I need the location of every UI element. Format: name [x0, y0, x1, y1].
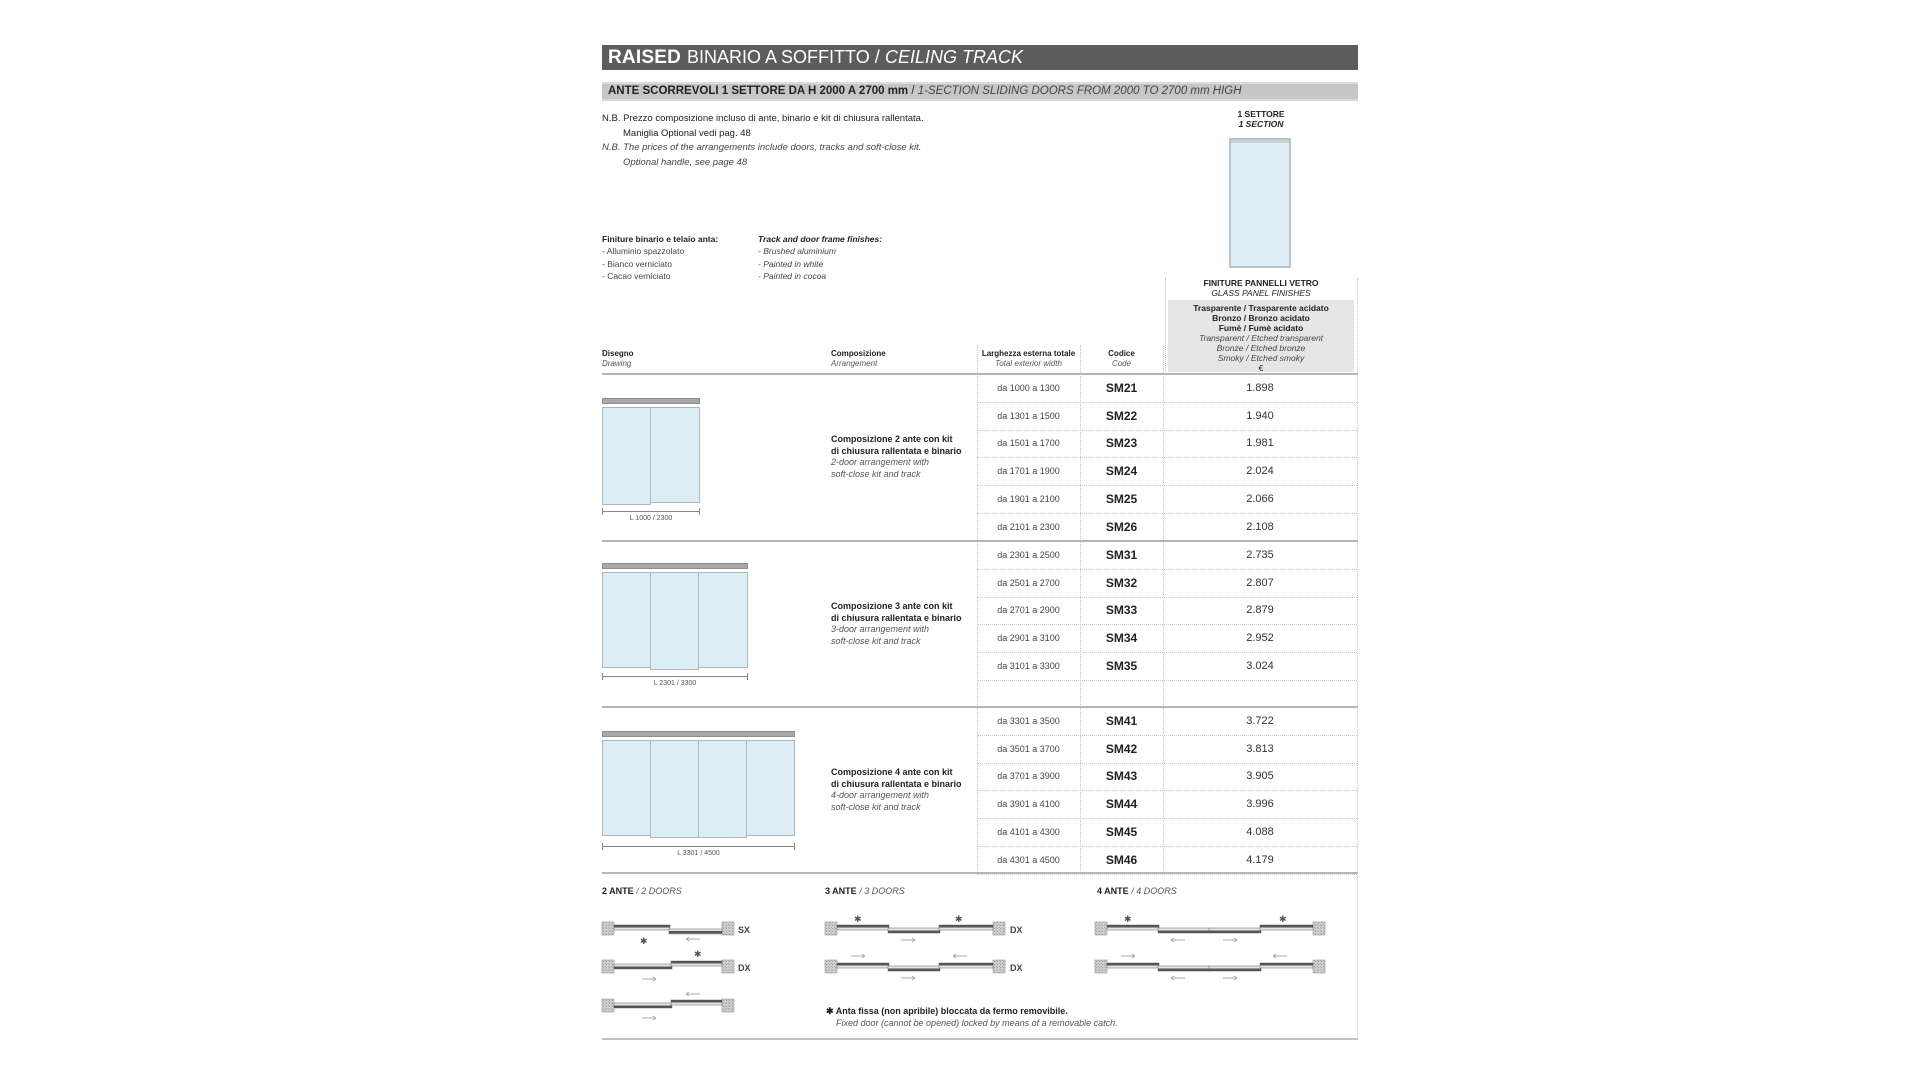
price: 2.952 [1246, 632, 1274, 644]
right-border [1357, 278, 1358, 1040]
finish-item: - Painted in cocoa [758, 270, 827, 281]
finishes-it-title: Finiture binario e telaio anta: [602, 234, 719, 244]
label-sx: SX [738, 925, 751, 935]
legend-3-doors-title [825, 886, 905, 896]
finish-item: - Brushed aluminium [758, 246, 836, 257]
product-code: SM22 [1105, 409, 1138, 423]
width-range: da 1000 a 1300 [997, 383, 1060, 393]
glass-finishes-title [1165, 278, 1357, 298]
arrangement-desc-en: soft-close kit and track [831, 801, 921, 812]
legend-title-it: 4 ANTE [1097, 886, 1129, 896]
dimension-label: L 1000 / 2300 [629, 515, 673, 522]
arrow-left-icon [953, 954, 967, 958]
col-header-code [1080, 349, 1163, 369]
product-code: SM23 [1105, 436, 1138, 450]
door-panel [602, 407, 651, 505]
fixed-door-mark: ✱ [694, 949, 702, 959]
door-panel [602, 572, 651, 668]
door-panel [746, 740, 795, 836]
width-range: da 1301 a 1500 [997, 411, 1060, 421]
glass-finish-it: Trasparente / Trasparente acidato [1193, 303, 1329, 313]
arrow-right-icon [901, 976, 915, 980]
col-code-it: Codice [1108, 349, 1135, 358]
width-range: da 1901 a 2100 [997, 494, 1060, 504]
footnote [826, 1005, 1118, 1029]
plan-4-doors-a [1095, 914, 1325, 942]
dimension-line [602, 846, 795, 847]
note-en-1: N.B. The prices of the arrangements include doors, tracks and soft-close kit. [602, 142, 922, 153]
width-range: da 3101 a 3300 [997, 661, 1060, 671]
legend-title-it: 2 ANTE [602, 886, 634, 896]
product-code: SM43 [1105, 769, 1138, 783]
width-range: da 4301 a 4500 [997, 855, 1060, 865]
width-range: da 1701 a 1900 [997, 466, 1060, 476]
price: 3.024 [1246, 660, 1274, 672]
glass-finishes-title-it: FINITURE PANNELLI VETRO [1203, 278, 1319, 288]
door-panel [650, 407, 700, 503]
width-range: da 2701 a 2900 [997, 605, 1060, 615]
single-door-drawing [1229, 138, 1291, 268]
label-dx: DX [1010, 963, 1023, 973]
col-arrangement-en: Arrangement [831, 359, 878, 368]
group-divider [602, 540, 1358, 542]
door-panel [650, 740, 699, 838]
header-title-en: CEILING TRACK [884, 47, 1024, 67]
fixed-door-mark: ✱ [955, 914, 963, 924]
product-code: SM35 [1105, 659, 1138, 673]
price: 1.940 [1246, 410, 1274, 422]
arrangement-desc-it: Composizione 4 ante con kit [831, 767, 953, 777]
drawing-3-doors [602, 563, 748, 688]
price: 3.996 [1246, 798, 1274, 810]
section-subheader [602, 82, 1358, 101]
arrow-right-icon [642, 1016, 656, 1020]
product-code: SM45 [1105, 825, 1138, 839]
width-range: da 3301 a 3500 [997, 716, 1060, 726]
col-width-en: Total exterior width [995, 359, 1062, 368]
finishes-en-title: Track and door frame finishes: [758, 234, 883, 244]
product-code: SM41 [1105, 714, 1138, 728]
arrow-right-icon [851, 954, 865, 958]
legend-title-en: / 3 DOORS [859, 886, 905, 896]
price: 2.108 [1246, 521, 1274, 533]
note-en-2: Optional handle, see page 48 [623, 156, 748, 168]
row-divider [977, 874, 1357, 875]
note-it-1: N.B. Prezzo composizione incluso di ante, binario e kit di chiusura rallentata. [602, 113, 924, 124]
product-code: SM24 [1105, 464, 1138, 478]
arrow-left-icon [1171, 976, 1185, 980]
track [602, 563, 748, 569]
door-panel [650, 572, 699, 670]
subheader-sep: / [908, 85, 918, 97]
arrangement-desc-it: di chiusura rallentata e binario [831, 612, 962, 623]
arrow-right-icon [642, 977, 656, 981]
dimension-label: L 2301 / 3300 [653, 680, 697, 687]
page-header [602, 45, 1358, 70]
arrow-left-icon [1273, 954, 1287, 958]
product-code: SM21 [1105, 381, 1138, 395]
schematic-3-doors [823, 910, 1013, 990]
price: 1.981 [1246, 437, 1274, 449]
arrow-left-icon [1171, 938, 1185, 942]
note-it-2: Maniglia Optional vedi pag. 48 [623, 127, 751, 139]
section-label [1220, 109, 1302, 129]
col-drawing-it: Disegno [602, 349, 634, 358]
dimension-line [602, 676, 748, 677]
plan-3-doors-a [825, 914, 1005, 942]
footnote-it: ✱ Anta fissa (non apribile) bloccata da fermo removibile. [826, 1006, 1068, 1016]
fixed-door-mark: ✱ [640, 936, 648, 946]
product-code: SM42 [1105, 742, 1138, 756]
finishes-en [758, 233, 882, 282]
price: 1.898 [1246, 382, 1274, 394]
plan-3-doors-b [825, 954, 1005, 980]
width-range: da 3901 a 4100 [997, 799, 1060, 809]
legend-4-doors-title [1097, 886, 1177, 896]
legend-title-it: 3 ANTE [825, 886, 857, 896]
arrangement-desc-it: di chiusura rallentata e binario [831, 778, 962, 789]
arrangement-desc-it: Composizione 3 ante con kit [831, 601, 953, 611]
price: 2.879 [1246, 604, 1274, 616]
door-panel [698, 572, 748, 668]
width-range: da 3701 a 3900 [997, 771, 1060, 781]
glass-finish-en: Bronze / Etched bronze [1216, 343, 1306, 353]
plan-2-doors-sx [602, 922, 734, 946]
product-code: SM25 [1105, 492, 1138, 506]
arrangement-desc-en: soft-close kit and track [831, 635, 921, 646]
price: 2.024 [1246, 465, 1274, 477]
width-range: da 2301 a 2500 [997, 550, 1060, 560]
subheader-en: 1-SECTION SLIDING DOORS FROM 2000 TO 2700 mm HIGH [917, 85, 1242, 97]
col-header-width [977, 349, 1080, 369]
glass-finishes-title-en: GLASS PANEL FINISHES [1211, 288, 1311, 298]
finish-item: - Alluminio spazzolato [602, 246, 685, 257]
finish-item: - Painted in white [758, 258, 824, 269]
product-code: SM44 [1105, 797, 1138, 811]
plan-2-doors-dx [602, 949, 734, 981]
section-label-it: 1 SETTORE [1237, 109, 1285, 119]
price: 2.807 [1246, 577, 1274, 589]
fixed-door-mark: ✱ [854, 914, 862, 924]
col-width-it: Larghezza esterna totale [981, 349, 1076, 358]
price: 4.179 [1246, 854, 1274, 866]
schematic-2-doors [600, 910, 760, 1025]
plan-4-doors-b [1095, 954, 1325, 980]
plan-2-doors-both [602, 992, 734, 1020]
glass-finish-it: Fumè / Fumè acidato [1218, 323, 1304, 333]
width-range: da 4101 a 4300 [997, 827, 1060, 837]
currency-symbol: € [1258, 363, 1264, 373]
arrangement-desc-en: soft-close kit and track [831, 468, 921, 479]
width-range: da 3501 a 3700 [997, 744, 1060, 754]
track [602, 398, 700, 404]
track [602, 731, 795, 737]
finishes-it [602, 233, 718, 282]
glass-finishes-list [1168, 300, 1354, 372]
col-code-en: Code [1111, 359, 1132, 368]
arrangement-desc-en: 3-door arrangement with [831, 624, 930, 634]
glass-col-divider [1165, 278, 1166, 374]
width-range: da 1501 a 1700 [997, 438, 1060, 448]
col-arrangement-it: Composizione [831, 349, 886, 358]
product-code: SM34 [1105, 631, 1138, 645]
brand-name: RAISED [608, 47, 681, 68]
arrangement-desc-en: 2-door arrangement with [831, 457, 930, 467]
drawing-2-doors [602, 398, 700, 523]
label-dx: DX [738, 963, 751, 973]
price: 3.813 [1246, 743, 1274, 755]
col-drawing-en: Drawing [602, 359, 632, 368]
fixed-door-mark: ✱ [1124, 914, 1132, 924]
arrangement-2-doors [831, 434, 962, 480]
dimension-label: L 3301 / 4500 [677, 850, 720, 857]
arrow-left-icon [686, 992, 700, 996]
product-code: SM33 [1105, 603, 1138, 617]
arrow-right-icon [1223, 938, 1237, 942]
legend-title-en: / 2 DOORS [636, 886, 682, 896]
arrangement-desc-it: Composizione 2 ante con kit [831, 434, 953, 444]
group-divider [602, 872, 1358, 874]
arrangement-desc-it: di chiusura rallentata e binario [831, 445, 962, 456]
footnote-en: Fixed door (cannot be opened) locked by means of a removable catch. [836, 1018, 1118, 1028]
glass-finish-en: Transparent / Etched transparent [1198, 333, 1324, 343]
price-notes [602, 112, 924, 170]
price: 3.905 [1246, 770, 1274, 782]
header-title: BINARIO A SOFFITTO / [687, 47, 880, 67]
arrangement-3-doors [831, 601, 962, 647]
arrow-left-icon [686, 937, 700, 941]
width-range: da 2501 a 2700 [997, 578, 1060, 588]
fixed-door-mark: ✱ [1279, 914, 1287, 924]
arrow-right-icon [1223, 976, 1237, 980]
door-panel [698, 740, 747, 838]
arrangement-4-doors [831, 767, 962, 813]
col-header-arrangement [831, 349, 886, 369]
finish-item: - Bianco verniciato [602, 258, 672, 269]
width-range: da 2101 a 2300 [997, 522, 1060, 532]
drawing-4-doors [602, 731, 795, 856]
product-code: SM32 [1105, 576, 1138, 590]
price: 2.735 [1246, 549, 1274, 561]
width-range: da 2901 a 3100 [997, 633, 1060, 643]
legend-2-doors-title [602, 886, 682, 896]
arrangement-desc-en: 4-door arrangement with [831, 790, 930, 800]
legend-title-en: / 4 DOORS [1131, 886, 1177, 896]
glass-finish-en: Smoky / Etched smoky [1217, 353, 1305, 363]
arrow-right-icon [1121, 954, 1135, 958]
price: 4.088 [1246, 826, 1274, 838]
label-dx: DX [1010, 925, 1023, 935]
product-code: SM26 [1105, 520, 1138, 534]
col-header-drawing [602, 349, 634, 369]
group-divider [602, 706, 1358, 708]
dimension-line [602, 511, 700, 512]
section-label-en: 1 SECTION [1238, 119, 1284, 129]
price: 3.722 [1246, 715, 1274, 727]
product-code: SM46 [1105, 853, 1138, 867]
arrow-right-icon [901, 938, 915, 942]
product-code: SM31 [1105, 548, 1138, 562]
price: 2.066 [1246, 493, 1274, 505]
door-panel [602, 740, 651, 836]
bottom-border [602, 1038, 1358, 1040]
finish-item: - Cacao verniciato [602, 270, 671, 281]
glass-finish-it: Bronzo / Bronzo acidato [1212, 313, 1310, 323]
row-divider [977, 680, 1357, 681]
subheader-it: ANTE SCORREVOLI 1 SETTORE DA H 2000 A 2700 mm [608, 85, 909, 97]
schematic-4-doors [1093, 910, 1338, 990]
